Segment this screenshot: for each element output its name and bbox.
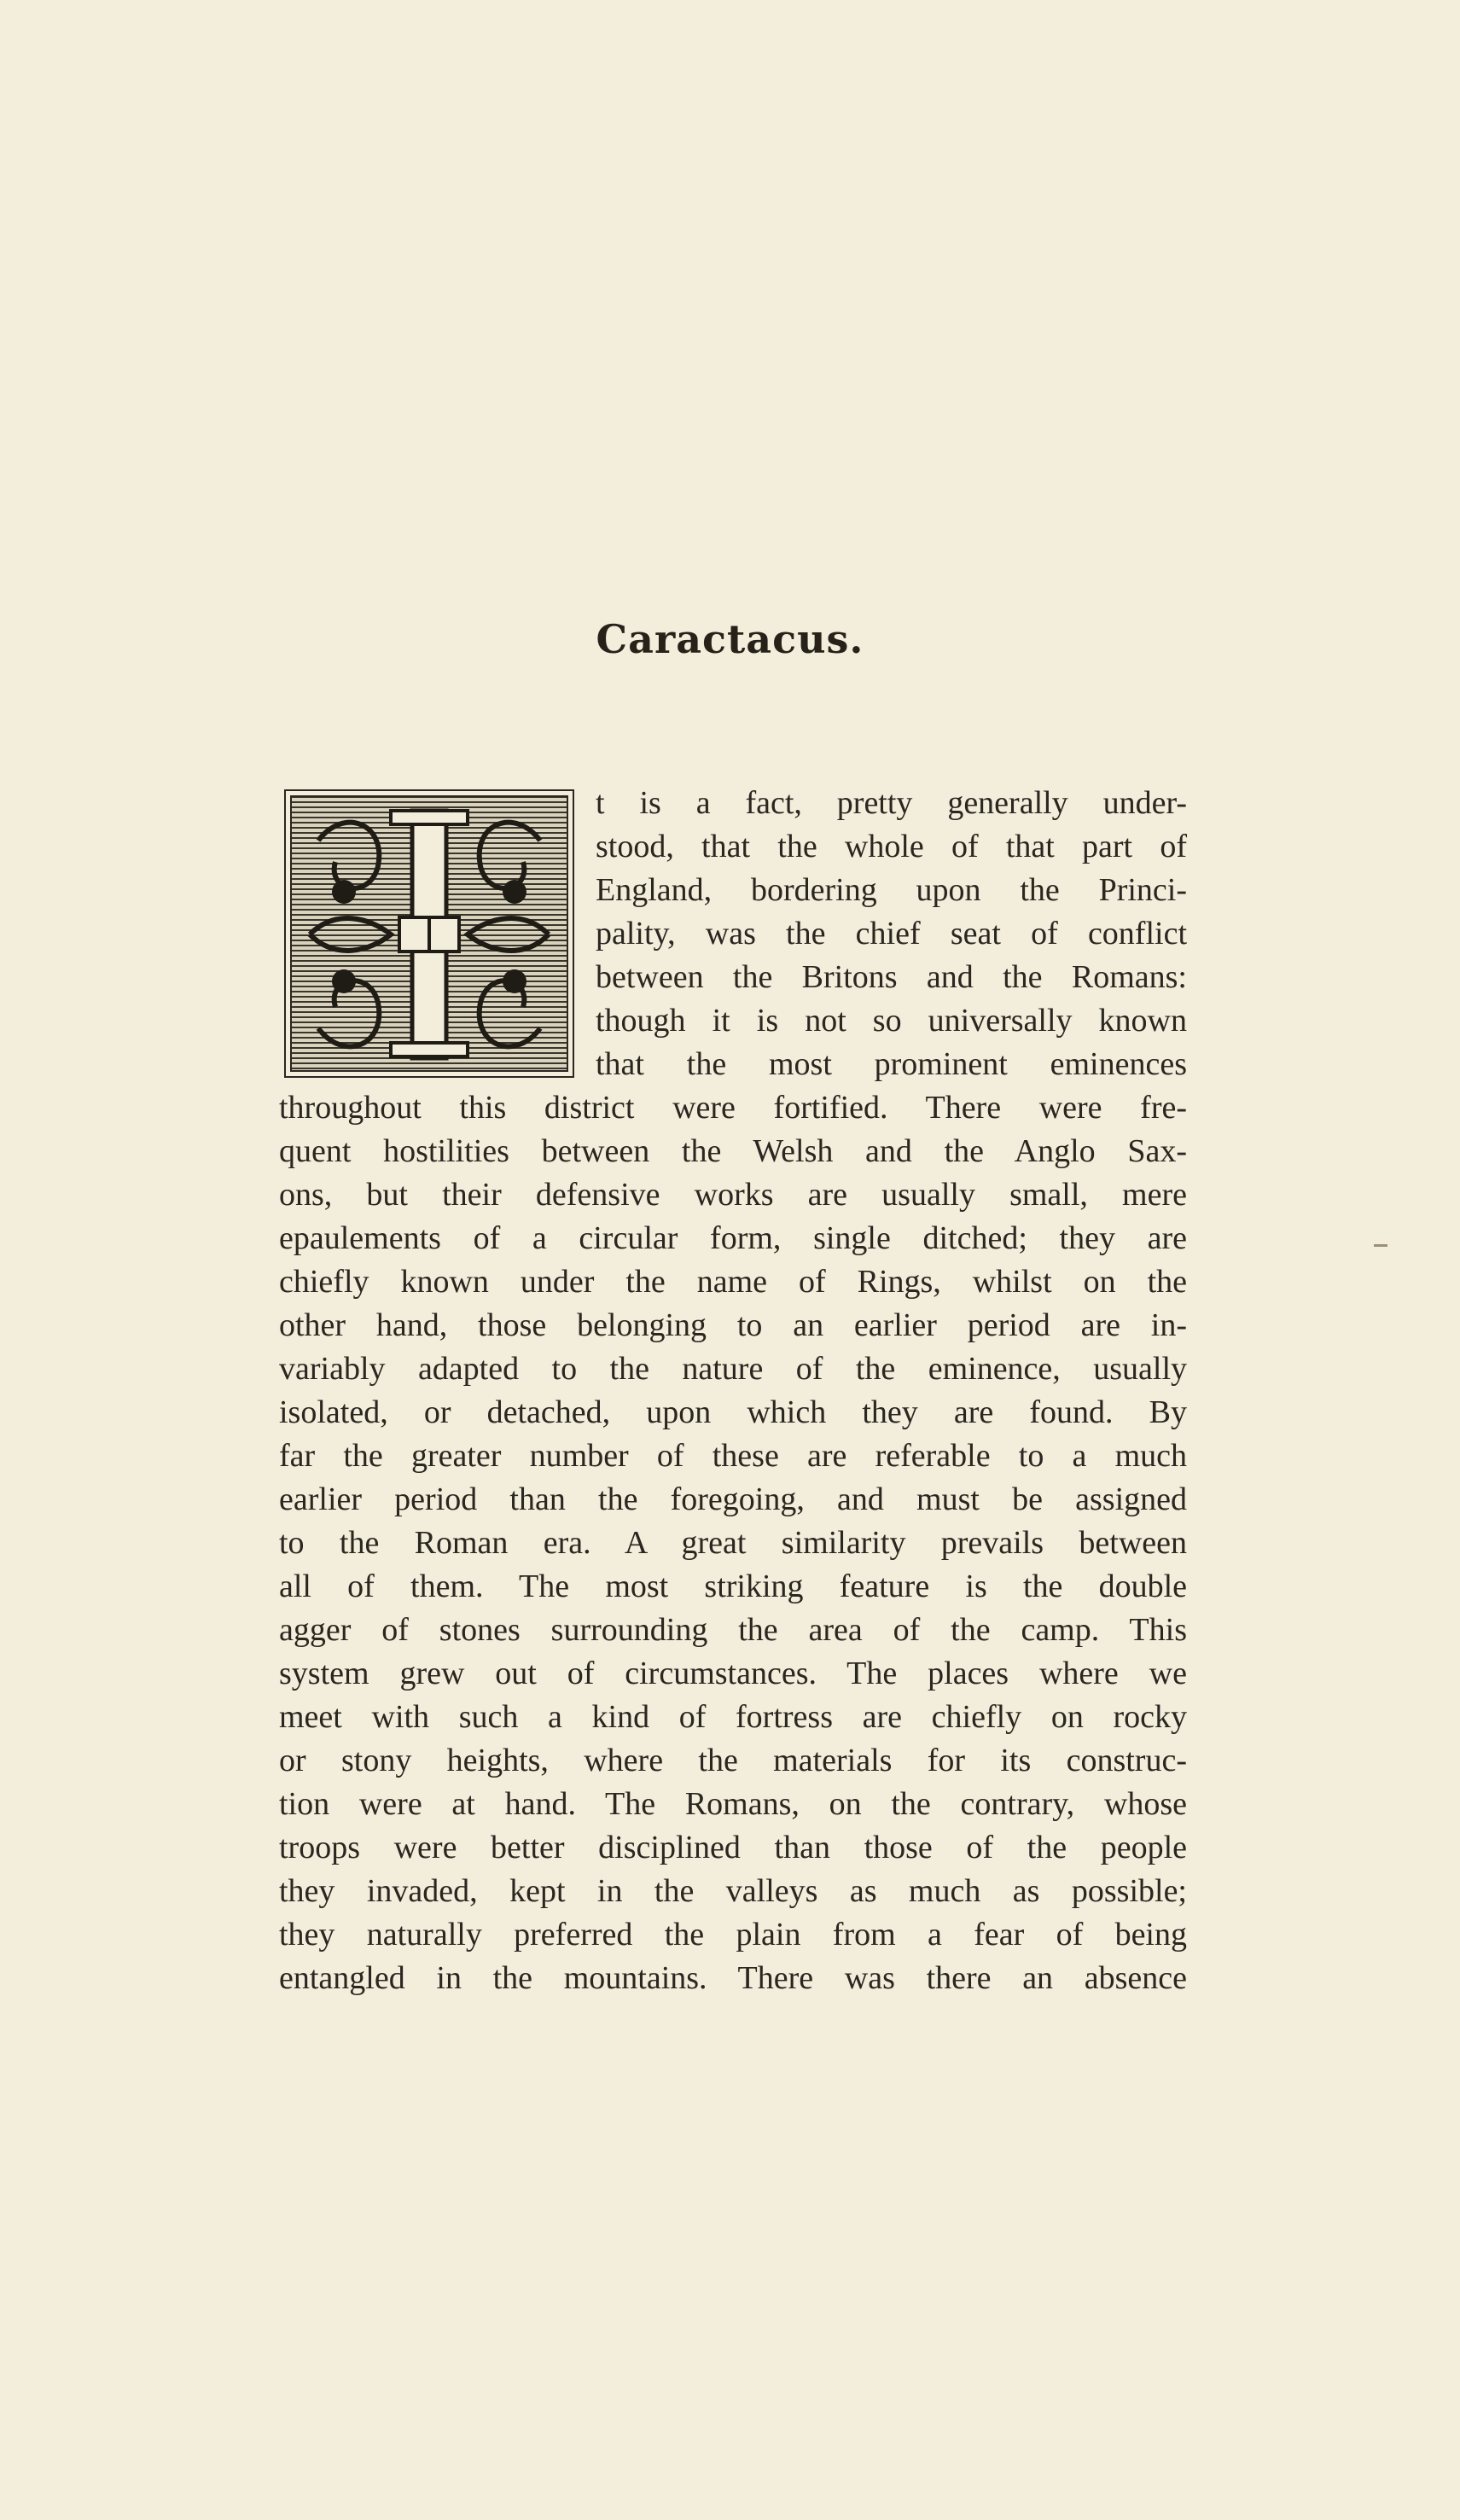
text-line-10: ons, but their defensive works are usually small, mere [279,1177,1187,1213]
text-line-4: pality, was the chief seat of conflict [596,916,1187,952]
text-line-18: to the Roman era. A great similarity prevails between [279,1525,1187,1561]
text-line-19: all of them. The most striking feature is the double [279,1568,1187,1604]
text-line-15: isolated, or detached, upon which they are found. By [279,1394,1187,1430]
text-line-14: variably adapted to the nature of the eminence, usually [279,1351,1187,1387]
text-line-9: quent hostilities between the Welsh and the Anglo Sax- [279,1133,1187,1169]
chapter-title: Caractacus. [596,616,864,662]
text-line-1: t is a fact, pretty generally under- [596,785,1187,821]
text-line-13: other hand, those belonging to an earlier period are in- [279,1307,1187,1343]
text-line-7: that the most prominent eminences [596,1046,1187,1082]
text-line-21: system grew out of circumstances. The places where we [279,1656,1187,1691]
margin-mark [1374,1244,1387,1247]
text-line-16: far the greater number of these are referable to a much [279,1438,1187,1474]
text-line-25: troops were better disciplined than those of the people [279,1830,1187,1865]
text-line-23: or stony heights, where the materials for its construc- [279,1743,1187,1778]
ornamental-drop-cap [284,789,574,1078]
text-line-8: throughout this district were fortified. There were fre- [279,1090,1187,1126]
text-line-27: they naturally preferred the plain from a fear of being [279,1917,1187,1953]
text-line-12: chiefly known under the name of Rings, whilst on the [279,1264,1187,1300]
text-line-6: though it is not so universally known [596,1003,1187,1039]
text-line-26: they invaded, kept in the valleys as much as possible; [279,1873,1187,1909]
text-line-3: England, bordering upon the Princi- [596,872,1187,908]
text-line-22: meet with such a kind of fortress are chiefly on rocky [279,1699,1187,1735]
text-line-28: entangled in the mountains. There was there an absence [279,1960,1187,1996]
text-line-20: agger of stones surrounding the area of the camp. This [279,1612,1187,1648]
text-line-24: tion were at hand. The Romans, on the contrary, whose [279,1786,1187,1822]
text-line-5: between the Britons and the Romans: [596,959,1187,995]
text-line-17: earlier period than the foregoing, and must be assigned [279,1481,1187,1517]
text-line-2: stood, that the whole of that part of [596,829,1187,864]
text-line-11: epaulements of a circular form, single ditched; they are [279,1220,1187,1256]
drop-cap-ornament-icon [284,789,574,1078]
